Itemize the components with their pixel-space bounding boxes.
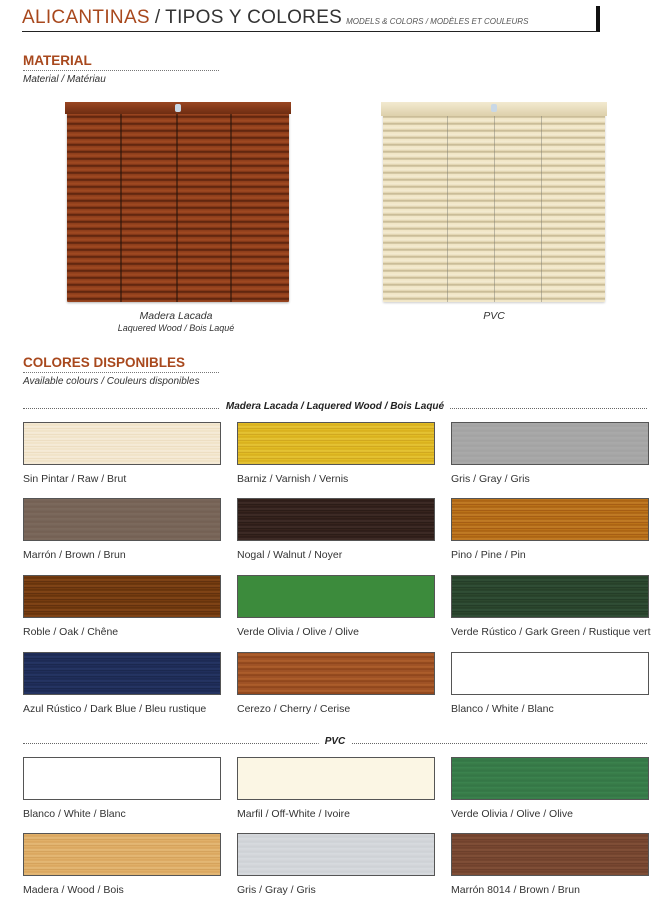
blind-cord (491, 104, 497, 112)
swatch-label: Marrón / Brown / Brun (23, 549, 126, 561)
material-subheading: Material / Matériau (23, 74, 106, 85)
swatch-pvc-wood (23, 833, 221, 876)
wood-blind-caption (56, 310, 296, 333)
swatch-pvc-gray (237, 833, 435, 876)
swatch-label: Gris / Gray / Gris (237, 884, 316, 896)
swatch-label: Azul Rústico / Dark Blue / Bleu rustique (23, 703, 207, 715)
swatch-label: Roble / Oak / Chêne (23, 626, 119, 638)
swatch-pvc-white (23, 757, 221, 800)
swatch-label: Madera / Wood / Bois (23, 884, 124, 896)
swatch-label: Gris / Gray / Gris (451, 473, 530, 485)
swatch-label: Verde Olivia / Olive / Olive (237, 626, 359, 638)
wood-blind-translation: Laquered Wood / Bois Laqué (117, 323, 235, 333)
wood-blind-name: Madera Lacada (139, 310, 213, 322)
swatch-varnish (237, 422, 435, 465)
swatch-label: Blanco / White / Blanc (451, 703, 554, 715)
swatch-pvc-olive (451, 757, 649, 800)
swatch-label: Nogal / Walnut / Noyer (237, 549, 343, 561)
swatch-white (451, 652, 649, 695)
swatch-raw (23, 422, 221, 465)
swatch-label: Marfil / Off-White / Ivoire (237, 808, 350, 820)
swatch-label: Marrón 8014 / Brown / Brun (451, 884, 580, 896)
swatch-label: Sin Pintar / Raw / Brut (23, 473, 127, 485)
swatch-dark-green (451, 575, 649, 618)
swatch-pine (451, 498, 649, 541)
swatch-pvc-brown (451, 833, 649, 876)
material-heading: MATERIAL (23, 53, 219, 71)
swatch-label: Cerezo / Cherry / Cerise (237, 703, 351, 715)
swatch-label: Blanco / White / Blanc (23, 808, 126, 820)
pvc-blind-name: PVC (483, 310, 505, 322)
swatch-dark-blue (23, 652, 221, 695)
page-title: TIPOS Y COLORES (165, 7, 343, 28)
swatch-pvc-ivory (237, 757, 435, 800)
group-divider-pvc (23, 737, 647, 749)
page-header (22, 6, 600, 32)
page-subtitle: MODELS & COLORS / MODÈLES ET COULEURS (346, 17, 529, 26)
group-title-pvc: PVC (319, 736, 352, 747)
swatch-brown (23, 498, 221, 541)
swatch-label: Pino / Pine / Pin (451, 549, 526, 561)
pvc-blind-image (383, 104, 605, 302)
swatch-label: Verde Rústico / Gark Green / Rustique vert (451, 626, 651, 638)
pvc-blind-caption (374, 310, 614, 322)
brand-title: ALICANTINAS (22, 7, 150, 28)
swatch-oak (23, 575, 221, 618)
wood-blind-image (67, 104, 289, 302)
group-divider-wood (23, 402, 647, 414)
swatch-cherry (237, 652, 435, 695)
swatch-walnut (237, 498, 435, 541)
swatch-olive (237, 575, 435, 618)
colors-heading: COLORES DISPONIBLES (23, 355, 219, 373)
swatch-label: Barniz / Varnish / Vernis (237, 473, 349, 485)
swatch-label: Verde Olivia / Olive / Olive (451, 808, 573, 820)
colors-subheading: Available colours / Couleurs disponibles (23, 376, 200, 387)
header-separator: / (154, 7, 161, 28)
swatch-gray (451, 422, 649, 465)
blind-cord (175, 104, 181, 112)
group-title-wood: Madera Lacada / Laquered Wood / Bois Laqué (220, 401, 450, 412)
